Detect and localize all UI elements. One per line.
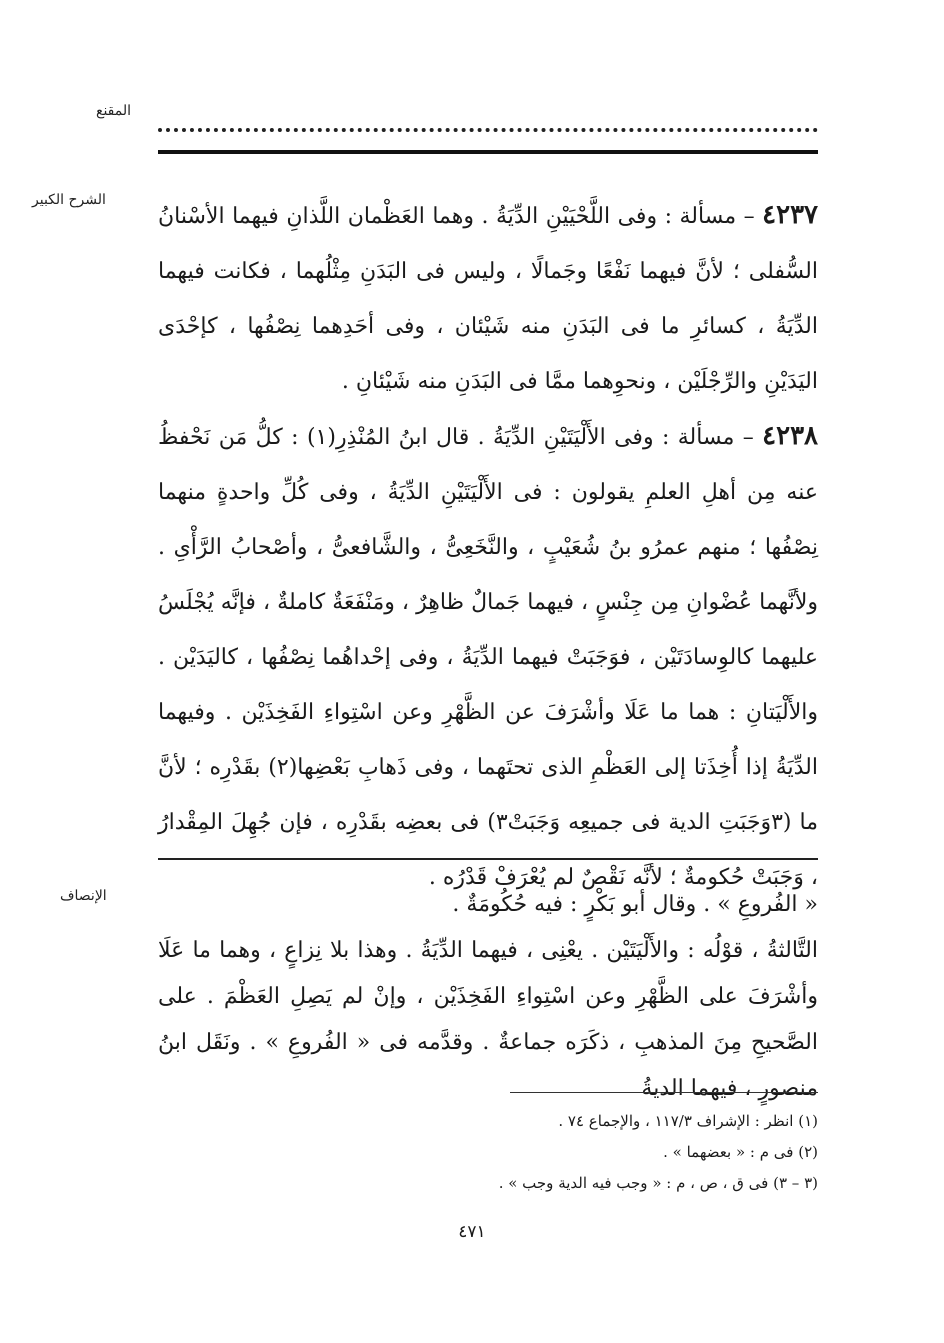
- issue-text: – مسألة : وفى اللَّحْيَيْنِ الدِّيَةُ . وهما العَظْمان اللَّذانِ فيهما الأسْنانُ السُّفلى ؛ لأنَّ فيهما نَفْعًا وجَمالًا ، وليس فى البَدَنِ مِثْلُهما ، فكانت فيهما الدِّيَةُ ، كسائرِ ما فى البَدَنِ منه شَيْئان ، وفى أحَدِهما نِصْفُها ، كإحْدَى اليَدَيْنِ والرِّجْلَيْن ، ونحوِهما ممَّا فى البَدَنِ منه شَيْئانِ .: [158, 204, 818, 394]
- page-number: ٤٧١: [458, 1222, 486, 1242]
- insaf-line: « الفُروعِ » . وقال أبو بَكْرٍ : فيه حُكُومَةٌ .: [452, 892, 818, 917]
- header-dotted-rule: [158, 104, 818, 132]
- footnote-item: (١) انظر : الإشراف ١١٧/٣ ، والإجماع ٧٤ .: [558, 1112, 818, 1130]
- footnote-item: (٢) فى م : « بعضهما » .: [663, 1143, 818, 1161]
- page-header-title: المقنع: [96, 103, 132, 119]
- issue-paragraph-4237: [158, 188, 818, 409]
- insaf-paragraph: التَّالثةُ ، قوْلُه : والأَلْيَتَيْن . يعْنِى ، فيهما الدِّيَةُ . وهذا بلا نِزاعٍ ، وهما ما عَلَا وأشْرَفَ على الظَّهْرِ وعن اسْتِواءِ الفَخِذَيْن ، وإنْ لم يَصِلِ العَظْمَ . على الصَّحيحِ مِنَ المذهبِ ، ذكَرَه جماعةٌ . وقدَّمه فى « الفُروعِ » . ونَقَل ابنُ منصورٍ ، فيهما الديةُ: [158, 938, 818, 1101]
- header-divider: [158, 150, 818, 154]
- insaf-text-block: [158, 882, 818, 1112]
- section-label-sharh: الشرح الكبير: [32, 192, 106, 208]
- issue-paragraph-4238: [158, 409, 818, 905]
- issue-number: ٤٢٣٨: [762, 421, 818, 451]
- footnote-item: (٣ – ٣) فى ق ، ص ، م : « وجب فيه الدية وجب » .: [498, 1174, 818, 1192]
- issue-number: ٤٢٣٧: [762, 200, 818, 230]
- issue-text: – مسألة : وفى الأَلْيَتَيْنِ الدِّيَةُ . قال ابنُ المُنْذِرِ(١) : كلُّ مَن نَحْفظُ عنه مِن أهلِ العلمِ يقولون : فى الأَلْيَتَيْنِ الدِّيَةُ ، وفى كُلِّ واحدةٍ منهما نِصْفُها ؛ منهم عمرُو بنُ شُعَيْبٍ ، والنَّخَعِىُّ ، والشَّافعىُّ ، وأصْحابُ الرَّأْىِ . ولأنَّهما عُضْوانِ مِن جِنْسٍ ، فيهما جَمالٌ ظاهِرٌ ، ومَنْفَعَةٌ كاملةٌ ، فإنَّه يُجْلَسُ عليهما كالوِسادَتَيْن ، فوَجَبَتْ فيهما الدِّيَةُ ، وفى إحْداهُما نِصْفُها ، كاليَدَيْن . والأَلْيَتانِ : هما ما عَلَا وأشْرَفَ عن الظَّهْرِ وعن اسْتِواءِ الفَخِذَيْن . وفيهما الدِّيَةُ إذا أُخِذَتا إلى العَظْمِ الذى تحتَهما ، وفى ذَهابِ بَعْضِها(٢) بقَدْرِه ؛ لأنَّ ما (٣وَجَبَتِ الدية فى جميعِه وَجَبَتْ٣) فى بعضِه بقَدْرِه ، فإن جُهِلَ المِقْدارُ ، وَجَبَتْ حُكومةٌ ؛ لأنَّه نَقْصٌ لم يُعْرَفْ قَدْرُه .: [158, 425, 818, 890]
- footnote-divider: [510, 1092, 818, 1093]
- sharh-text-block: [158, 188, 818, 905]
- section-label-insaf: الإنصاف: [60, 888, 107, 904]
- section-divider: [158, 858, 818, 860]
- footnotes: [158, 1106, 818, 1199]
